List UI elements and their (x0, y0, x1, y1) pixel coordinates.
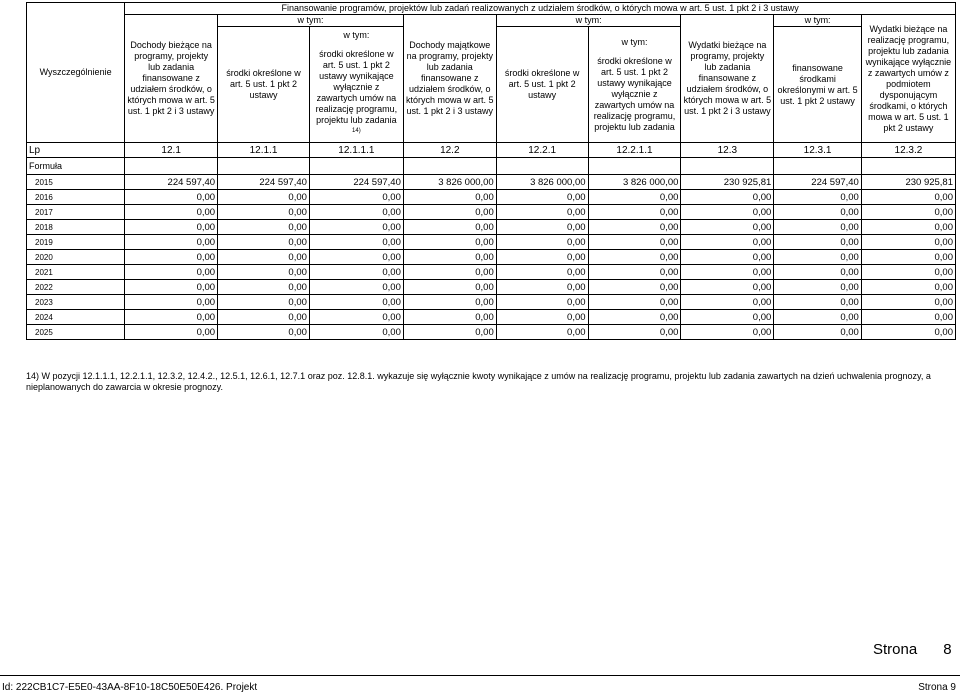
table-row (27, 295, 956, 310)
value-cell: 224 597,40 (218, 175, 310, 190)
value-cell: 0,00 (218, 190, 310, 205)
value-cell: 0,00 (588, 295, 681, 310)
table-row (27, 280, 956, 295)
value-cell: 0,00 (681, 295, 774, 310)
lp-code: 12.3.1 (774, 143, 862, 158)
col-12-2-1-1-text: środki określone w art. 5 ust. 1 pkt 2 ustawy wynikające wyłącznie z zawartych umów na realizację programu, projektu lub zadania (593, 55, 676, 132)
lp-code: 12.3 (681, 143, 774, 158)
value-cell: 0,00 (496, 205, 588, 220)
value-cell: 0,00 (861, 190, 955, 205)
value-cell: 0,00 (403, 295, 496, 310)
value-cell: 0,00 (774, 325, 862, 340)
value-cell: 0,00 (861, 250, 955, 265)
year-cell: 2019 (27, 235, 125, 250)
value-cell: 0,00 (309, 250, 403, 265)
value-cell: 0,00 (774, 220, 862, 235)
value-cell: 0,00 (125, 205, 218, 220)
table-row (27, 325, 956, 340)
value-cell: 0,00 (588, 235, 681, 250)
value-cell: 0,00 (309, 205, 403, 220)
value-cell: 0,00 (218, 205, 310, 220)
value-cell: 0,00 (861, 295, 955, 310)
value-cell: 0,00 (588, 325, 681, 340)
formula-cell (218, 158, 310, 175)
value-cell: 0,00 (681, 325, 774, 340)
value-cell: 0,00 (774, 250, 862, 265)
value-cell: 0,00 (309, 220, 403, 235)
value-cell: 0,00 (218, 295, 310, 310)
row-label-header: Wyszczególnienie (27, 3, 125, 143)
table-row (27, 205, 956, 220)
value-cell: 224 597,40 (125, 175, 218, 190)
value-cell: 0,00 (496, 235, 588, 250)
value-cell: 0,00 (125, 280, 218, 295)
page-number-block (873, 641, 952, 658)
value-cell: 0,00 (403, 265, 496, 280)
col-12-2-header: Dochody majątkowe na programy, projekty lub zadania finansowane z udziałem środków, o których mowa w art. 5 ust. 1 pkt 2 i 3 ustawy (403, 15, 496, 143)
value-cell: 0,00 (403, 250, 496, 265)
value-cell: 0,00 (496, 250, 588, 265)
value-cell: 0,00 (681, 205, 774, 220)
value-cell: 0,00 (496, 280, 588, 295)
value-cell: 0,00 (861, 205, 955, 220)
year-cell: 2024 (27, 310, 125, 325)
value-cell: 0,00 (496, 325, 588, 340)
formula-cell (681, 158, 774, 175)
year-cell: 2020 (27, 250, 125, 265)
value-cell: 0,00 (774, 190, 862, 205)
value-cell: 0,00 (774, 205, 862, 220)
value-cell: 0,00 (496, 265, 588, 280)
value-cell: 0,00 (588, 310, 681, 325)
value-cell: 0,00 (403, 220, 496, 235)
page-number: 8 (943, 641, 952, 658)
table-row (27, 235, 956, 250)
col-12-1-1-1-header (309, 27, 403, 143)
year-cell: 2023 (27, 295, 125, 310)
formula-cell (309, 158, 403, 175)
col-12-2-1-header: środki określone w art. 5 ust. 1 pkt 2 ustawy (496, 27, 588, 143)
value-cell: 0,00 (403, 310, 496, 325)
value-cell: 0,00 (681, 265, 774, 280)
value-cell: 0,00 (309, 235, 403, 250)
value-cell: 230 925,81 (861, 175, 955, 190)
value-cell: 224 597,40 (774, 175, 862, 190)
table-row (27, 265, 956, 280)
col-12-1-1-header: środki określone w art. 5 ust. 1 pkt 2 ustawy (218, 27, 310, 143)
value-cell: 0,00 (218, 220, 310, 235)
table-row (27, 175, 956, 190)
lp-label: Lp (27, 143, 125, 158)
value-cell: 0,00 (309, 190, 403, 205)
value-cell: 0,00 (861, 310, 955, 325)
value-cell: 0,00 (681, 280, 774, 295)
table-row (27, 310, 956, 325)
value-cell: 0,00 (125, 295, 218, 310)
formula-cell (588, 158, 681, 175)
value-cell: 3 826 000,00 (496, 175, 588, 190)
value-cell: 0,00 (125, 250, 218, 265)
col-12-3-1-header: finansowane środkami określonymi w art. 5 ust. 1 pkt 2 ustawy (774, 27, 862, 143)
value-cell: 0,00 (681, 310, 774, 325)
year-cell: 2015 (27, 175, 125, 190)
col-12-2-1-1-header (588, 27, 681, 143)
value-cell: 0,00 (403, 280, 496, 295)
footnote-14: 14) W pozycji 12.1.1.1, 12.2.1.1, 12.3.2, 12.4.2., 12.5.1, 12.6.1, 12.7.1 oraz poz. 12.8.1. wykazuje się wyłącznie kwoty wynikające z umów na realizację programu, projektu lub zadania zawartych na dzień uchwalenia prognozy, a nieplanowanych do zawarcia w okresie prognozy. (26, 371, 931, 392)
lp-code: 12.2.1 (496, 143, 588, 158)
value-cell: 0,00 (218, 280, 310, 295)
value-cell: 0,00 (309, 265, 403, 280)
value-cell: 0,00 (125, 310, 218, 325)
value-cell: 0,00 (125, 325, 218, 340)
value-cell: 0,00 (125, 265, 218, 280)
value-cell: 0,00 (681, 190, 774, 205)
document-id: Id: 222CB1C7-E5E0-43AA-8F10-18C50E50E426. Projekt (2, 682, 258, 693)
value-cell: 0,00 (403, 190, 496, 205)
financing-table (26, 2, 956, 340)
value-cell: 0,00 (496, 295, 588, 310)
footer-divider (0, 675, 960, 676)
value-cell: 0,00 (774, 265, 862, 280)
year-cell: 2018 (27, 220, 125, 235)
value-cell: 224 597,40 (309, 175, 403, 190)
w-tym-group-2: w tym: (496, 15, 681, 27)
value-cell: 0,00 (125, 220, 218, 235)
col-12-3-2-header: Wydatki bieżące na realizację programu, projektu lub zadania wynikające wyłącznie z zawartych umów z podmiotem dysponującym środkami, o których mowa w art. 5 ust. 1 pkt 2 ustawy (861, 15, 955, 143)
value-cell: 0,00 (403, 205, 496, 220)
value-cell: 3 826 000,00 (403, 175, 496, 190)
value-cell: 0,00 (218, 235, 310, 250)
value-cell: 0,00 (861, 325, 955, 340)
value-cell: 0,00 (125, 190, 218, 205)
formula-cell (125, 158, 218, 175)
col-12-1-header: Dochody bieżące na programy, projekty lub zadania finansowane z udziałem środków, o których mowa w art. 5 ust. 1 pkt 2 i 3 ustawy (125, 15, 218, 143)
lp-code: 12.2.1.1 (588, 143, 681, 158)
value-cell: 0,00 (496, 190, 588, 205)
value-cell: 0,00 (681, 250, 774, 265)
footer-page-number: Strona 9 (918, 682, 956, 693)
value-cell: 0,00 (681, 220, 774, 235)
value-cell: 0,00 (774, 310, 862, 325)
lp-code: 12.1.1.1 (309, 143, 403, 158)
value-cell: 0,00 (218, 310, 310, 325)
year-cell: 2016 (27, 190, 125, 205)
value-cell: 0,00 (309, 325, 403, 340)
lp-code: 12.1.1 (218, 143, 310, 158)
value-cell: 0,00 (861, 265, 955, 280)
table-row (27, 220, 956, 235)
formula-label: Formuła (27, 158, 125, 175)
col-12-3-header: Wydatki bieżące na programy, projekty lub zadania finansowane z udziałem środków, o których mowa w art. 5 ust. 1 pkt 2 i 3 ustawy (681, 15, 774, 143)
table-row (27, 250, 956, 265)
col-12-1-1-1-text: środki określone w art. 5 ust. 1 pkt 2 ustawy wynikające wyłącznie z zawartych umów na realizację programu, projektu lub zadania (315, 49, 398, 125)
w-tym-group-1: w tym: (218, 15, 404, 27)
footnote-ref-14: 14) (352, 128, 361, 134)
value-cell: 0,00 (309, 310, 403, 325)
value-cell: 0,00 (861, 280, 955, 295)
value-cell: 0,00 (496, 220, 588, 235)
lp-code: 12.3.2 (861, 143, 955, 158)
value-cell: 230 925,81 (681, 175, 774, 190)
value-cell: 0,00 (309, 280, 403, 295)
lp-code: 12.1 (125, 143, 218, 158)
value-cell: 0,00 (588, 190, 681, 205)
value-cell: 0,00 (588, 265, 681, 280)
value-cell: 0,00 (774, 235, 862, 250)
formula-cell (774, 158, 862, 175)
formula-cell (496, 158, 588, 175)
year-cell: 2025 (27, 325, 125, 340)
w-tym-inner-1: w tym: (343, 30, 370, 40)
value-cell: 0,00 (218, 325, 310, 340)
year-cell: 2022 (27, 280, 125, 295)
value-cell: 0,00 (861, 220, 955, 235)
value-cell: 0,00 (861, 235, 955, 250)
lp-code: 12.2 (403, 143, 496, 158)
formula-cell (403, 158, 496, 175)
table-row (27, 190, 956, 205)
w-tym-inner-2: w tym: (621, 36, 648, 47)
year-cell: 2017 (27, 205, 125, 220)
value-cell: 0,00 (774, 280, 862, 295)
value-cell: 0,00 (588, 250, 681, 265)
value-cell: 0,00 (588, 220, 681, 235)
value-cell: 3 826 000,00 (588, 175, 681, 190)
table-title: Finansowanie programów, projektów lub zadań realizowanych z udziałem środków, o których mowa w art. 5 ust. 1 pkt 2 i 3 ustawy (125, 3, 956, 15)
value-cell: 0,00 (403, 235, 496, 250)
formula-cell (861, 158, 955, 175)
value-cell: 0,00 (588, 205, 681, 220)
value-cell: 0,00 (125, 235, 218, 250)
value-cell: 0,00 (309, 295, 403, 310)
year-cell: 2021 (27, 265, 125, 280)
value-cell: 0,00 (403, 325, 496, 340)
page-label: Strona (873, 641, 918, 658)
value-cell: 0,00 (218, 265, 310, 280)
value-cell: 0,00 (774, 295, 862, 310)
value-cell: 0,00 (496, 310, 588, 325)
value-cell: 0,00 (681, 235, 774, 250)
w-tym-group-3: w tym: (774, 15, 862, 27)
value-cell: 0,00 (218, 250, 310, 265)
value-cell: 0,00 (588, 280, 681, 295)
